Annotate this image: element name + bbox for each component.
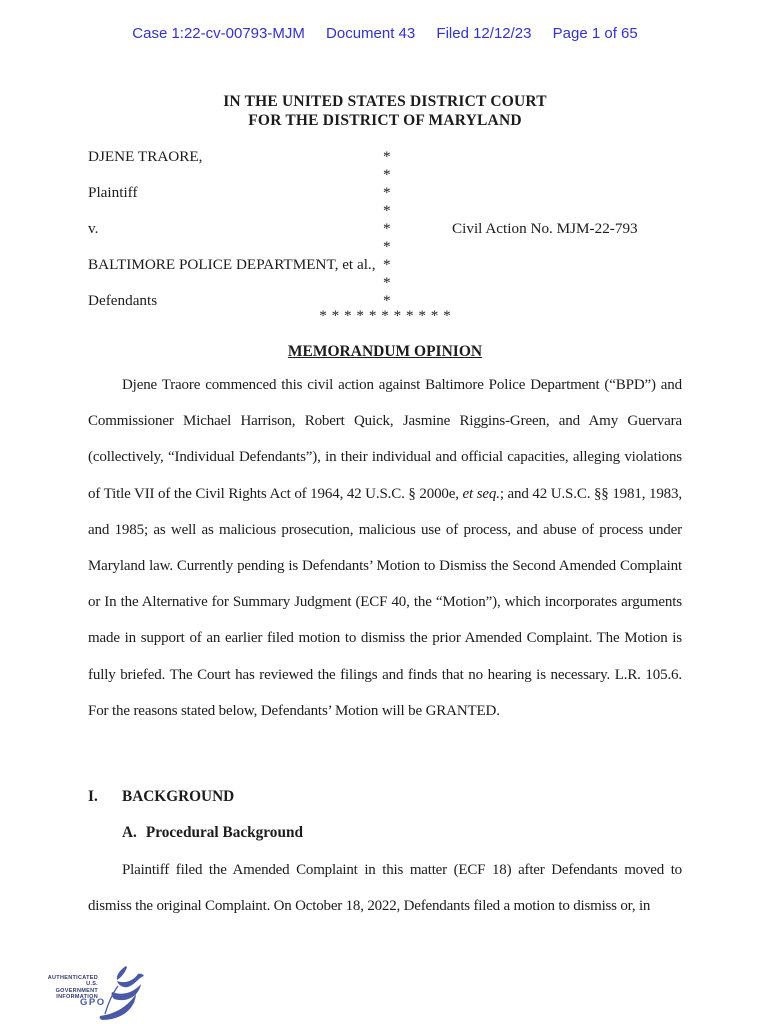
- gpo-seal-line3: INFORMATION: [56, 994, 98, 1001]
- case-stamp-header: [0, 25, 770, 42]
- subsection-letter: A.: [122, 824, 137, 841]
- memorandum-opinion-title: MEMORANDUM OPINION: [287, 343, 483, 360]
- plaintiff-label: Plaintiff: [88, 184, 138, 201]
- court-title-line1: IN THE UNITED STATES DISTRICT COURT: [223, 93, 547, 110]
- paragraph1-text-start: Djene Traore commenced this civil action against Baltimore Police Department (“BPD”) and Commissioner Michael Harrison, Robert Quick, Jasmine Riggins-Green, and Amy Guervara (collectively, “Individual Defendants”), in their individual and official capacities, alleging violations of Title VII of the Civil Rights Act of 1964, 42 U.S.C. § 2000e,: [88, 377, 682, 502]
- gpo-seal-line1: AUTHENTICATED: [47, 975, 98, 981]
- defendants-label: Defendants: [88, 292, 158, 309]
- asterisk: *: [383, 256, 391, 273]
- plaintiff-name: DJENE TRAORE,: [88, 148, 203, 165]
- section-title: BACKGROUND: [122, 788, 235, 805]
- asterisk: *: [383, 238, 391, 255]
- asterisk: *: [383, 166, 391, 183]
- case-caption: [88, 148, 682, 328]
- subsection-title: Procedural Background: [145, 824, 303, 841]
- page-number-stamp: Page 1 of 65: [552, 25, 638, 42]
- defendant-name: BALTIMORE POLICE DEPARTMENT, et al.,: [88, 256, 376, 273]
- gpo-eagle-icon: [98, 966, 148, 1022]
- versus-label: v.: [88, 220, 99, 237]
- gpo-authenticated-seal: [46, 966, 156, 1022]
- asterisk: *: [383, 148, 391, 165]
- opinion-paragraph-1: [88, 367, 682, 729]
- asterisk-row: * * * * * * * * * * *: [319, 307, 451, 324]
- court-title-line2: FOR THE DISTRICT OF MARYLAND: [248, 111, 522, 129]
- gpo-seal-line2: U.S. GOVERNMENT: [55, 981, 98, 994]
- filed-date-stamp: Filed 12/12/23: [436, 25, 532, 42]
- case-number-stamp: Case 1:22-cv-00793-MJM: [132, 25, 305, 42]
- court-title: [0, 93, 770, 130]
- asterisk: *: [383, 220, 391, 237]
- asterisk: *: [383, 274, 391, 291]
- civil-action-number: Civil Action No. MJM-22-793: [452, 220, 638, 237]
- subsection-heading-procedural: [122, 824, 303, 842]
- asterisk: *: [383, 184, 391, 201]
- latin-phrase-et-seq: et seq.: [462, 485, 500, 502]
- section-heading-background: [88, 788, 234, 806]
- gpo-logo-text: GPO: [80, 997, 106, 1008]
- asterisk: *: [383, 292, 391, 309]
- opinion-paragraph-2: Plaintiff filed the Amended Complaint in this matter (ECF 18) after Defendants moved to dismiss the original Complaint. On October 18, 2022, Defendants filed a motion to dismiss or, in: [88, 862, 682, 915]
- document-number-stamp: Document 43: [326, 25, 416, 42]
- section-numeral: I.: [88, 788, 98, 805]
- paragraph1-text-end: ; and 42 U.S.C. §§ 1981, 1983, and 1985; as well as malicious prosecution, malicious use of process, and abuse of process under Maryland law. Currently pending is Defendants’ Motion to Dismiss the Second Amended Complaint or In the Alternative for Summary Judgment (ECF 40, the “Motion”), which incorporates arguments made in support of an earlier filed motion to dismiss the prior Amended Complaint. The Motion is fully briefed. The Court has reviewed the filings and finds that no hearing is necessary. L.R. 105.6. For the reasons stated below, Defendants’ Motion will be GRANTED.: [88, 485, 682, 719]
- asterisk: *: [383, 202, 391, 219]
